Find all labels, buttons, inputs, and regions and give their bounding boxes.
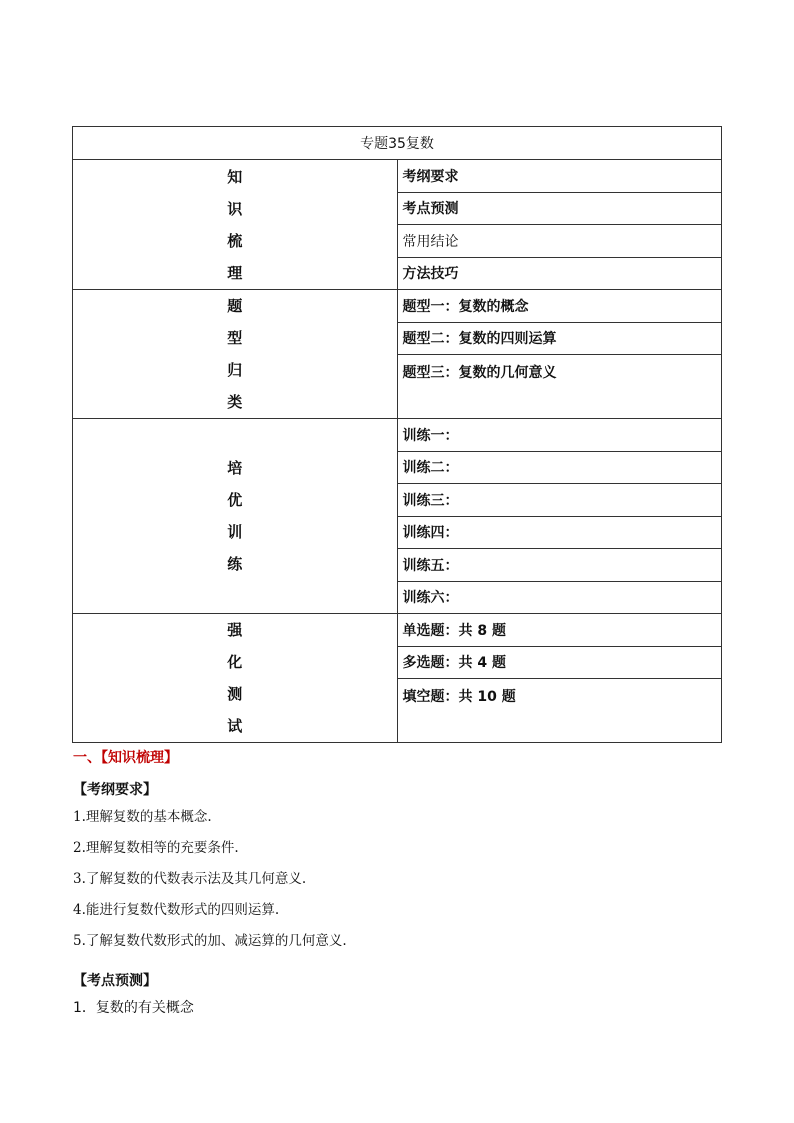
outline-item[interactable]: 训练五：: [397, 549, 722, 582]
subheading-predictions: 【考点预测】: [73, 973, 157, 989]
outline-item[interactable]: 训练四：: [397, 516, 722, 549]
category-training: 培 优 训 练: [73, 419, 398, 614]
outline-item[interactable]: 题型三：复数的几何意义: [397, 355, 722, 419]
outline-item[interactable]: 考点预测: [397, 192, 722, 225]
outline-item[interactable]: 训练三：: [397, 484, 722, 517]
requirement-line: 4.能进行复数代数形式的四则运算.: [73, 902, 280, 918]
first-point: 1．复数的有关概念: [73, 1000, 194, 1016]
requirement-line: 5.了解复数代数形式的加、减运算的几何意义.: [73, 933, 347, 949]
outline-table: [72, 126, 722, 743]
section-heading: 一、【知识梳理】: [73, 750, 178, 766]
requirement-line: 3.了解复数的代数表示法及其几何意义.: [73, 871, 307, 887]
category-knowledge: 知 识 梳 理: [73, 160, 398, 290]
category-question-types: 题 型 归 类: [73, 290, 398, 419]
outline-item[interactable]: 题型二：复数的四则运算: [397, 322, 722, 355]
outline-item[interactable]: 题型一：复数的概念: [397, 290, 722, 323]
outline-item[interactable]: 单选题：共 8 题: [397, 614, 722, 647]
outline-item[interactable]: 常用结论: [397, 225, 722, 258]
outline-item[interactable]: 考纲要求: [397, 160, 722, 193]
table-title: 专题35复数: [73, 127, 722, 160]
requirement-line: 2.理解复数相等的充要条件.: [73, 840, 239, 856]
outline-item[interactable]: 多选题：共 4 题: [397, 646, 722, 679]
outline-item[interactable]: 训练一：: [397, 419, 722, 452]
outline-item[interactable]: 训练二：: [397, 451, 722, 484]
subheading-requirements: 【考纲要求】: [73, 782, 157, 798]
requirement-line: 1.理解复数的基本概念.: [73, 809, 212, 825]
knowledge-section: [73, 746, 723, 1023]
category-test: 强 化 测 试: [73, 614, 398, 743]
outline-item[interactable]: 方法技巧: [397, 257, 722, 290]
outline-item[interactable]: 填空题：共 10 题: [397, 679, 722, 743]
outline-item[interactable]: 训练六：: [397, 581, 722, 614]
